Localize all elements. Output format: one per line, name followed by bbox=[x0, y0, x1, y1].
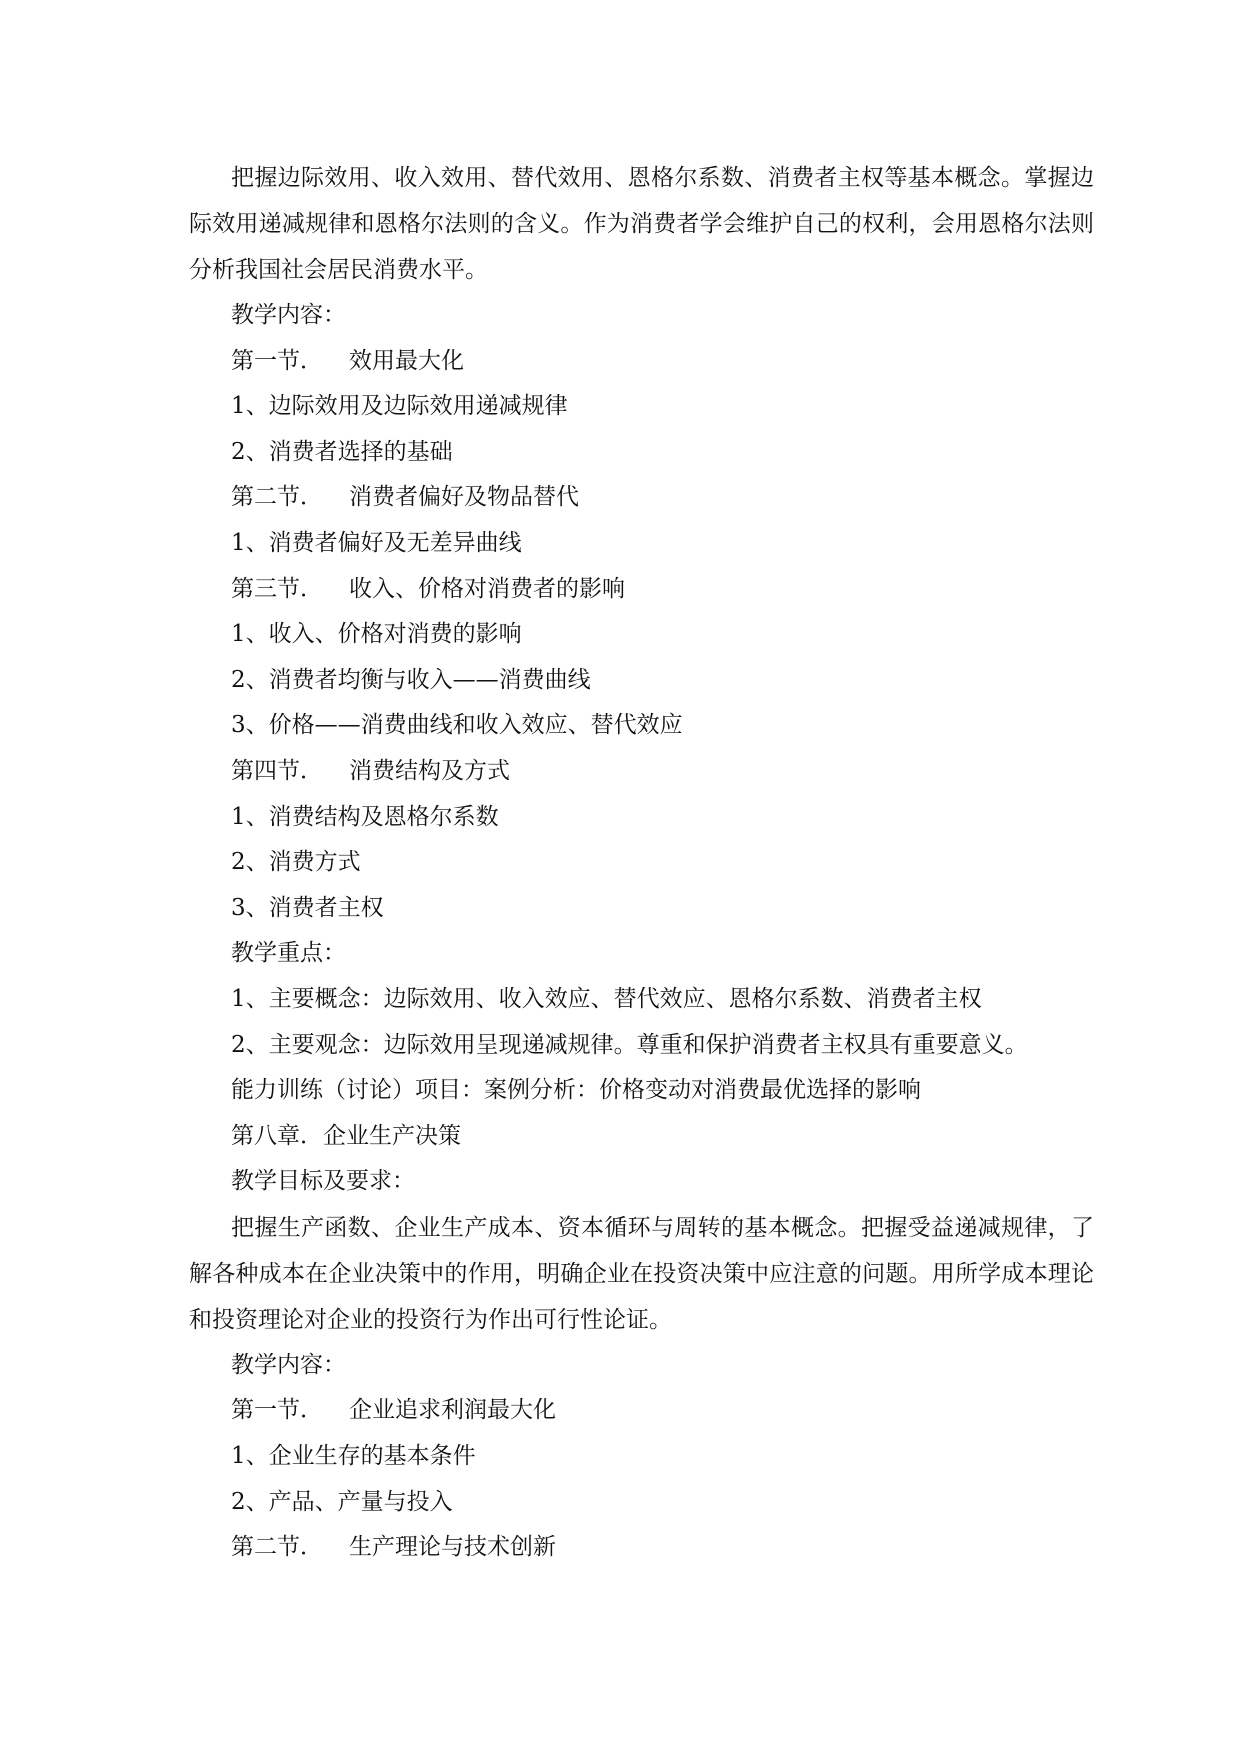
section-number: 第一节． bbox=[231, 1397, 323, 1424]
text-line: 教学内容： bbox=[231, 1351, 346, 1378]
section-number: 第二节． bbox=[231, 484, 323, 511]
section-number: 第四节． bbox=[231, 757, 323, 784]
list-item: 2、消费者均衡与收入——消费曲线 bbox=[231, 666, 591, 693]
list-item: 2、产品、产量与投入 bbox=[231, 1488, 453, 1515]
text-line: 教学重点： bbox=[231, 940, 346, 967]
list-item: 1、企业生存的基本条件 bbox=[231, 1443, 476, 1470]
section-title: 企业追求利润最大化 bbox=[349, 1397, 556, 1424]
list-item: 2、消费方式 bbox=[231, 849, 361, 876]
section-heading bbox=[189, 339, 1094, 385]
text-line: 教学目标及要求： bbox=[231, 1168, 415, 1195]
section-heading bbox=[189, 1388, 1094, 1434]
text-line: 能力训练（讨论）项目：案例分析：价格变动对消费最优选择的影响 bbox=[231, 1077, 921, 1104]
list-item: 1、消费者偏好及无差异曲线 bbox=[231, 529, 522, 556]
section-heading bbox=[189, 567, 1094, 613]
section-heading bbox=[189, 1525, 1094, 1571]
list-item: 3、消费者主权 bbox=[231, 894, 384, 921]
list-item: 3、价格——消费曲线和收入效应、替代效应 bbox=[231, 712, 683, 739]
paragraph: 把握边际效用、收入效用、替代效用、恩格尔系数、消费者主权等基本概念。掌握边际效用递减规律和恩格尔法则的含义。作为消费者学会维护自己的权利，会用恩格尔法则分析我国社会居民消费水平。 bbox=[189, 165, 1094, 283]
text-line: 教学内容： bbox=[231, 302, 346, 328]
section-number: 第一节． bbox=[231, 347, 323, 374]
document-body bbox=[189, 155, 1094, 1571]
list-item: 2、消费者选择的基础 bbox=[231, 438, 453, 465]
list-item: 1、边际效用及边际效用递减规律 bbox=[231, 393, 568, 420]
section-heading bbox=[189, 475, 1094, 521]
paragraph: 把握生产函数、企业生产成本、资本循环与周转的基本概念。把握受益递减规律，了解各种成本在企业决策中的作用，明确企业在投资决策中应注意的问题。用所学成本理论和投资理论对企业的投资行为作出可行性论证。 bbox=[189, 1214, 1094, 1333]
chapter-heading: 第八章．企业生产决策 bbox=[231, 1122, 461, 1149]
section-title: 消费者偏好及物品替代 bbox=[349, 484, 579, 511]
list-item: 1、消费结构及恩格尔系数 bbox=[231, 803, 499, 830]
section-number: 第三节． bbox=[231, 575, 323, 602]
section-title: 消费结构及方式 bbox=[349, 757, 510, 784]
section-title: 生产理论与技术创新 bbox=[349, 1534, 556, 1561]
section-title: 效用最大化 bbox=[349, 347, 464, 374]
list-item: 2、主要观念：边际效用呈现递减规律。尊重和保护消费者主权具有重要意义。 bbox=[231, 1031, 1028, 1058]
list-item: 1、主要概念：边际效用、收入效应、替代效应、恩格尔系数、消费者主权 bbox=[231, 985, 982, 1012]
section-number: 第二节． bbox=[231, 1534, 323, 1561]
section-heading bbox=[189, 749, 1094, 795]
section-title: 收入、价格对消费者的影响 bbox=[349, 575, 625, 602]
list-item: 1、收入、价格对消费的影响 bbox=[231, 621, 522, 648]
